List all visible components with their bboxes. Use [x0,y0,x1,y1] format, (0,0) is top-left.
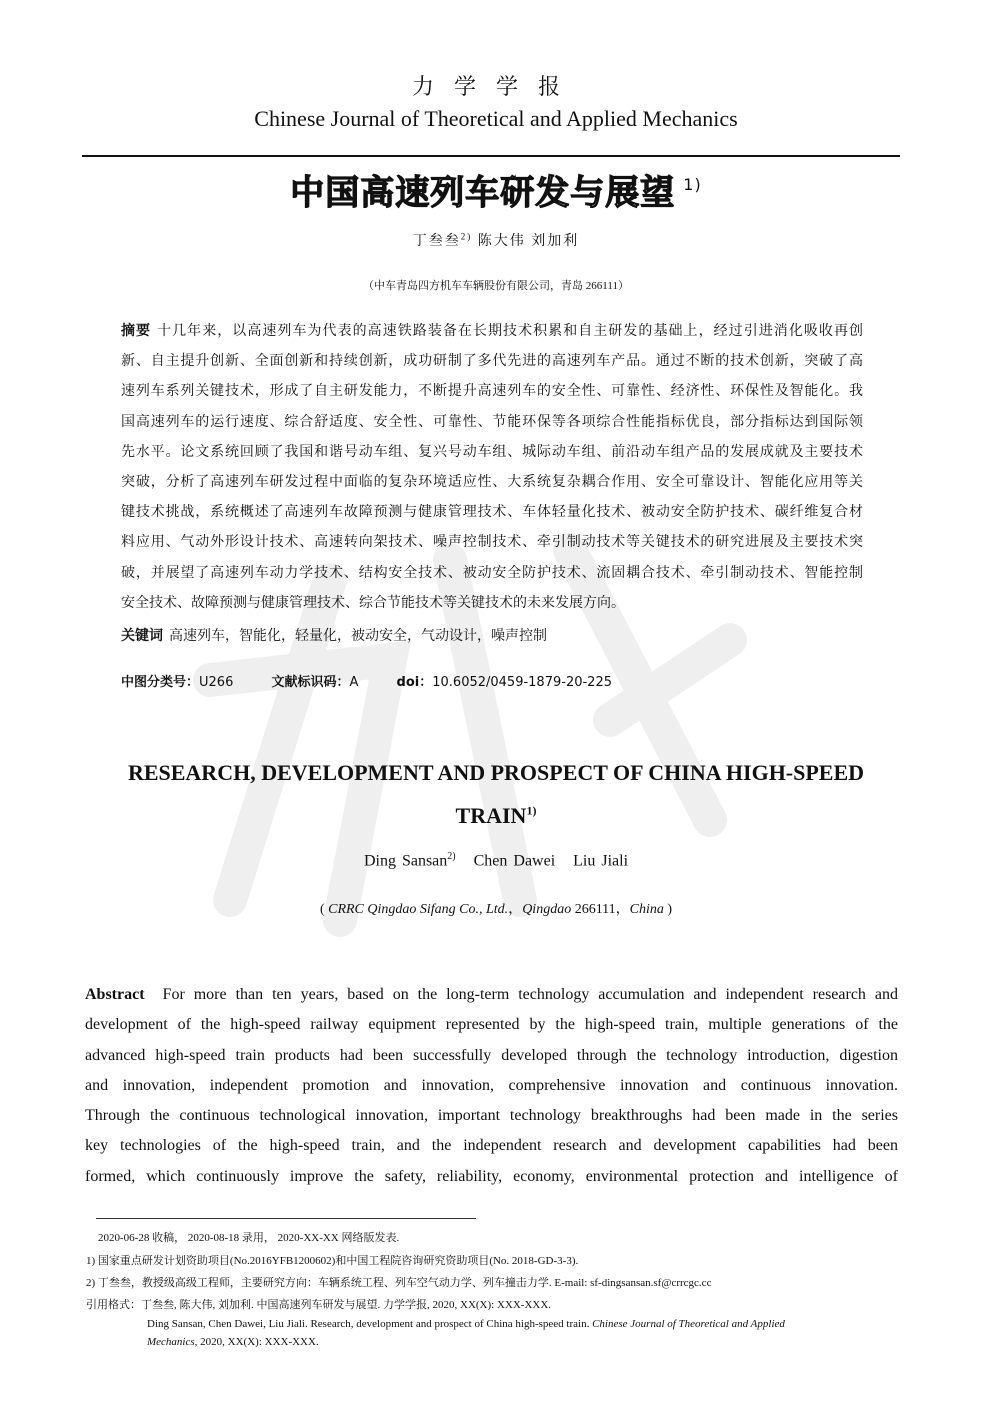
abstract-en-text: and innovation, independent promotion and innovation, comprehensive innovation and continuous innovation. [85,1076,898,1094]
citation-cn: 引用格式：丁叁叁, 陈大伟, 刘加利. 中国高速列车研发与展望. 力学学报, 2020, XX(X): XXX-XXX. [86,1299,552,1311]
abstract-cn-text: 键技术挑战，系统概述了高速列车故障预测与健康管理技术、车体轻量化技术、被动安全防护技术、碳纤维复合材 [121,504,863,521]
abstract-cn-text: 先水平。论文系统回顾了我国和谐号动车组、复兴号动车组、城际动车组、前沿动车组产品的发展成就及主要技术 [121,443,863,460]
footnote-rule [96,1218,476,1219]
abstract-en-line [85,1041,898,1071]
abstract-cn-text: 破，并展望了高速列车动力学技术、结构安全技术、被动安全防护技术、流固耦合技术、牵引制动技术、智能控制 [121,564,863,581]
abstract-cn [121,316,863,618]
author: 丁叁叁 [412,234,461,249]
paren: ( [319,902,329,917]
author-footnote-mark: 2) [447,851,456,862]
abstract-cn-line [121,558,863,588]
abstract-cn-text: 突破，分析了高速列车研发过程中面临的复杂环境适应性、大系统复杂耦合作用、安全可靠设计、智能化应用等关 [121,474,863,491]
abstract-cn-text: 料应用、气动外形设计技术、高速转向架技术、噪声控制技术、牵引制动技术等关键技术的研究进展及主要技术突 [121,534,863,551]
footnote-dates: 2020-06-28 收稿， 2020-08-18 录用， 2020-XX-XX 网络版发表. [98,1232,400,1244]
header-rule [82,155,900,157]
abstract-en [85,980,898,1192]
abstract-en-line [85,1101,898,1131]
footnote-funding: 1) 国家重点研发计划资助项目(No.2016YFB1200602)和中国工程院咨询研究资助项目(No. 2018-GD-3-3). [86,1255,579,1267]
abstract-cn-line [121,407,863,437]
abstract-cn-text: 新、自主提升创新、全面创新和持续创新，成功研制了多代先进的高速列车产品。通过不断的技术创新，突破了高 [121,353,863,370]
abstract-cn-line [121,316,863,346]
doi-value: 10.6052/0459-1879-20-225 [432,675,612,690]
abstract-en-line [85,1162,898,1192]
author: Liu Jiali [573,852,629,870]
abstract-cn-line [121,346,863,376]
keywords-text: 高速列车，智能化，轻量化，被动安全，气动设计，噪声控制 [169,628,547,644]
journal-name-en: Chinese Journal of Theoretical and Applied Mechanics [254,106,738,131]
article-title-en-line2 [0,803,992,829]
abstract-en-text: development of the high-speed railway equipment represented by the high-speed train, multiple generations of the [85,1016,898,1034]
citation-en [147,1318,785,1330]
cite-text: Ding Sansan, Chen Dawei, Liu Jiali. Research, development and prospect of China high-speed train. [147,1318,593,1330]
authors-en [0,851,992,870]
keywords-cn [121,625,547,645]
article-title-en-line1: RESEARCH, DEVELOPMENT AND PROSPECT OF CHINA HIGH-SPEED [127,760,865,785]
doc-code-label: 文献标识码： [271,675,350,690]
doi-label: doi： [396,675,433,690]
org: CRRC Qingdao Sifang Co., Ltd. [328,902,509,917]
abstract-label: 摘要 [121,323,152,339]
abstract-cn-text: 十几年来，以高速列车为代表的高速铁路装备在长期技术积累和自主研发的基础上，经过引进消化吸收再创 [157,323,864,339]
authors-cn [0,230,992,250]
cite-tail: , 2020, XX(X): XXX-XXX. [194,1336,319,1348]
zip: 266111 [571,902,616,917]
abstract-en-line [85,1131,898,1161]
abstract-en-text: formed, which continuously improve the safety, reliability, economy, environmental protection and intelligence of [85,1167,898,1185]
abstract-en-text: Through the continuous technological innovation, important technology breakthroughs had been made in the series [85,1107,898,1125]
title-footnote-mark: 1) [683,175,702,194]
title-en-text: TRAIN [455,803,527,828]
author: Chen Dawei [473,852,556,870]
author: 陈大伟 [477,234,526,249]
author: 刘加利 [531,234,580,249]
article-title-cn [0,165,992,214]
abstract-en-line [85,980,898,1010]
footnote-author: 2) 丁叁叁，教授级高级工程师，主要研究方向：车辆系统工程、列车空气动力学、列车撞击力学. E-mail: sf-dingsansan.sf@crrcgc.cc [86,1277,712,1289]
city: Qingdao [522,902,572,917]
abstract-cn-text: 国高速列车的运行速度、综合舒适度、安全性、可靠性、节能环保等各项综合性能指标优良，部分指标达到国际领 [121,413,863,430]
author: Ding Sansan [363,852,448,870]
author-footnote-mark: 2) [460,231,473,242]
journal-name-cn: 力学学报 [411,74,580,99]
abstract-en-line [85,1071,898,1101]
citation-en-cont [147,1336,319,1348]
abstract-cn-line [121,437,863,467]
abstract-cn-line [121,527,863,557]
abstract-cn-line [121,376,863,406]
clc-label: 中图分类号： [121,675,200,690]
cite-journal: Mechanics [147,1336,195,1348]
country: China [629,902,664,917]
clc-value: U266 [199,675,234,690]
affiliation-en [0,898,992,918]
keywords-label: 关键词 [121,628,163,644]
sep: ， [508,902,523,917]
title-en-footnote-mark: 1) [526,803,537,818]
abstract-en-label: Abstract [85,986,145,1003]
abstract-cn-text: 安全技术、故障预测与健康管理技术、综合节能技术等关键技术的未来发展方向。 [121,594,625,611]
title-text: 中国高速列车研发与展望 [290,173,676,213]
abstract-cn-text: 速列车系列关键技术，形成了自主研发能力，不断提升高速列车的安全性、可靠性、经济性、环保性及智能化。我 [121,383,863,400]
abstract-cn-line [121,497,863,527]
sep: ， [615,902,630,917]
abstract-cn-line [121,588,863,618]
abstract-cn-line [121,467,863,497]
classification-line [121,671,646,690]
doc-code-value: A [349,675,359,690]
abstract-en-text: key technologies of the high-speed train, and the independent research and development capabilities had been [85,1137,898,1155]
abstract-en-text: For more than ten years, based on the long-term technology accumulation and independent research and [162,986,898,1003]
cite-journal: Chinese Journal of Theoretical and Applied [592,1318,785,1330]
affiliation-cn: （中车青岛四方机车车辆股份有限公司，青岛 266111） [363,280,629,292]
abstract-en-line [85,1010,898,1040]
paren: ) [663,902,673,917]
abstract-en-text: advanced high-speed train products had been successfully developed through the technology introduction, digestion [85,1046,898,1064]
